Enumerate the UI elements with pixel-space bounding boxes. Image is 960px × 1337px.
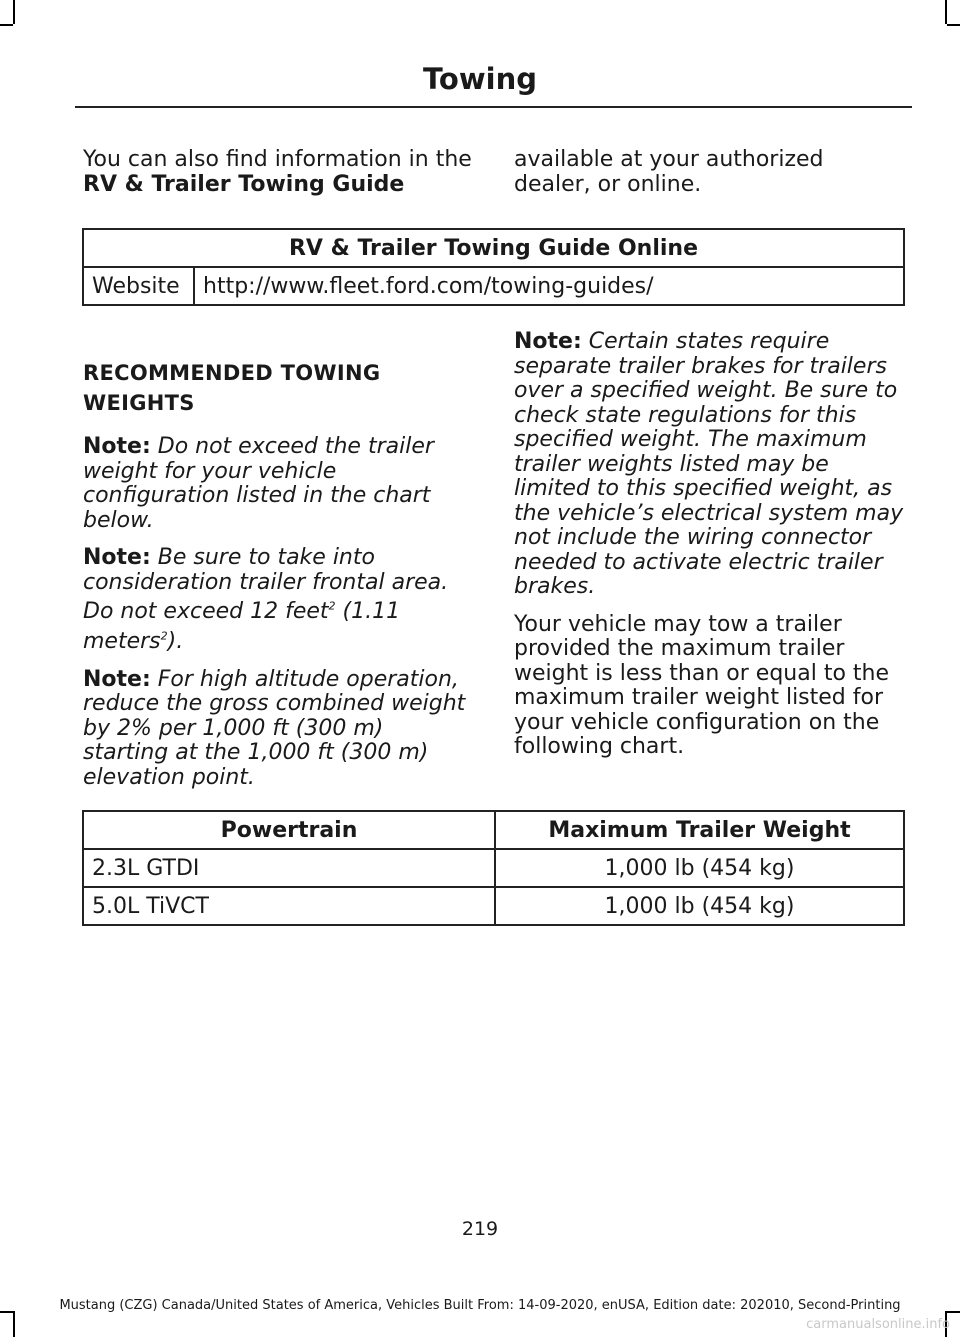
crop-mark (0, 24, 13, 26)
note-3: Note: For high altitude operation, reduce the gross combined weight by 2% per 1,000 ft (300 m) starting at the 1,000 ft (300 m) elevation point. (83, 666, 466, 790)
note-2: Note: Be sure to take into consideration trailer frontal area. Do not exceed 12 feet$^2$ (1.11 meters$^2$). (83, 545, 449, 655)
towing-guide-table-title: RV & Trailer Towing Guide Online (83, 229, 904, 267)
weight-cell: 1,000 lb (454 kg) (495, 887, 904, 925)
table-row (83, 267, 904, 305)
col-powertrain: Powertrain (83, 811, 495, 849)
table-row (83, 849, 904, 887)
crop-mark (13, 1311, 15, 1337)
crop-mark (947, 24, 960, 26)
guide-name: RV & Trailer Towing Guide (83, 171, 405, 197)
table-header-row (83, 811, 904, 849)
intro-continued: available at your authorized dealer, or online. (514, 147, 824, 197)
footer-text: Mustang (CZG) Canada/United States of America, Vehicles Built From: 14-09-2020, enUSA, Edition date: 202010, Second-Printing (59, 1298, 901, 1313)
website-url[interactable]: http://www.fleet.ford.com/towing-guides/ (194, 267, 904, 305)
col-max-weight: Maximum Trailer Weight (495, 811, 904, 849)
intro-text: You can also find information in the (83, 147, 472, 172)
header-divider (75, 106, 912, 108)
intro-right (514, 148, 906, 210)
powertrain-cell: 2.3L GTDI (83, 849, 495, 887)
page-number: 219 (461, 1218, 499, 1240)
trailer-weight-table (82, 810, 905, 926)
crop-mark (945, 0, 947, 24)
right-column (514, 330, 906, 773)
page-title: Towing (423, 62, 537, 96)
note-4: Note: Certain states require separate trailer brakes for trailers over a specified weight. Be sure to check state regulations for this specified weight. The maximum trailer weights listed may be limited to this specified weight, as the vehicle’s electrical system may not include the wiring connector needed to activate electric trailer brakes. (514, 329, 904, 599)
website-label: Website (83, 267, 194, 305)
left-column (83, 358, 475, 803)
note-1: Note: Do not exceed the trailer weight for your vehicle configuration listed in the chart below. (83, 434, 434, 533)
intro-left (83, 148, 475, 210)
body-paragraph: Your vehicle may tow a trailer provided the maximum trailer weight is less than or equal to the maximum trailer weight listed for your vehicle configuration on the following chart. (514, 611, 889, 759)
table-row (83, 887, 904, 925)
crop-mark (13, 0, 15, 24)
watermark: carmanualsonline.info (806, 1317, 950, 1332)
section-heading: RECOMMENDED TOWING WEIGHTS (83, 361, 381, 415)
towing-guide-table (82, 228, 905, 306)
powertrain-cell: 5.0L TiVCT (83, 887, 495, 925)
weight-cell: 1,000 lb (454 kg) (495, 849, 904, 887)
